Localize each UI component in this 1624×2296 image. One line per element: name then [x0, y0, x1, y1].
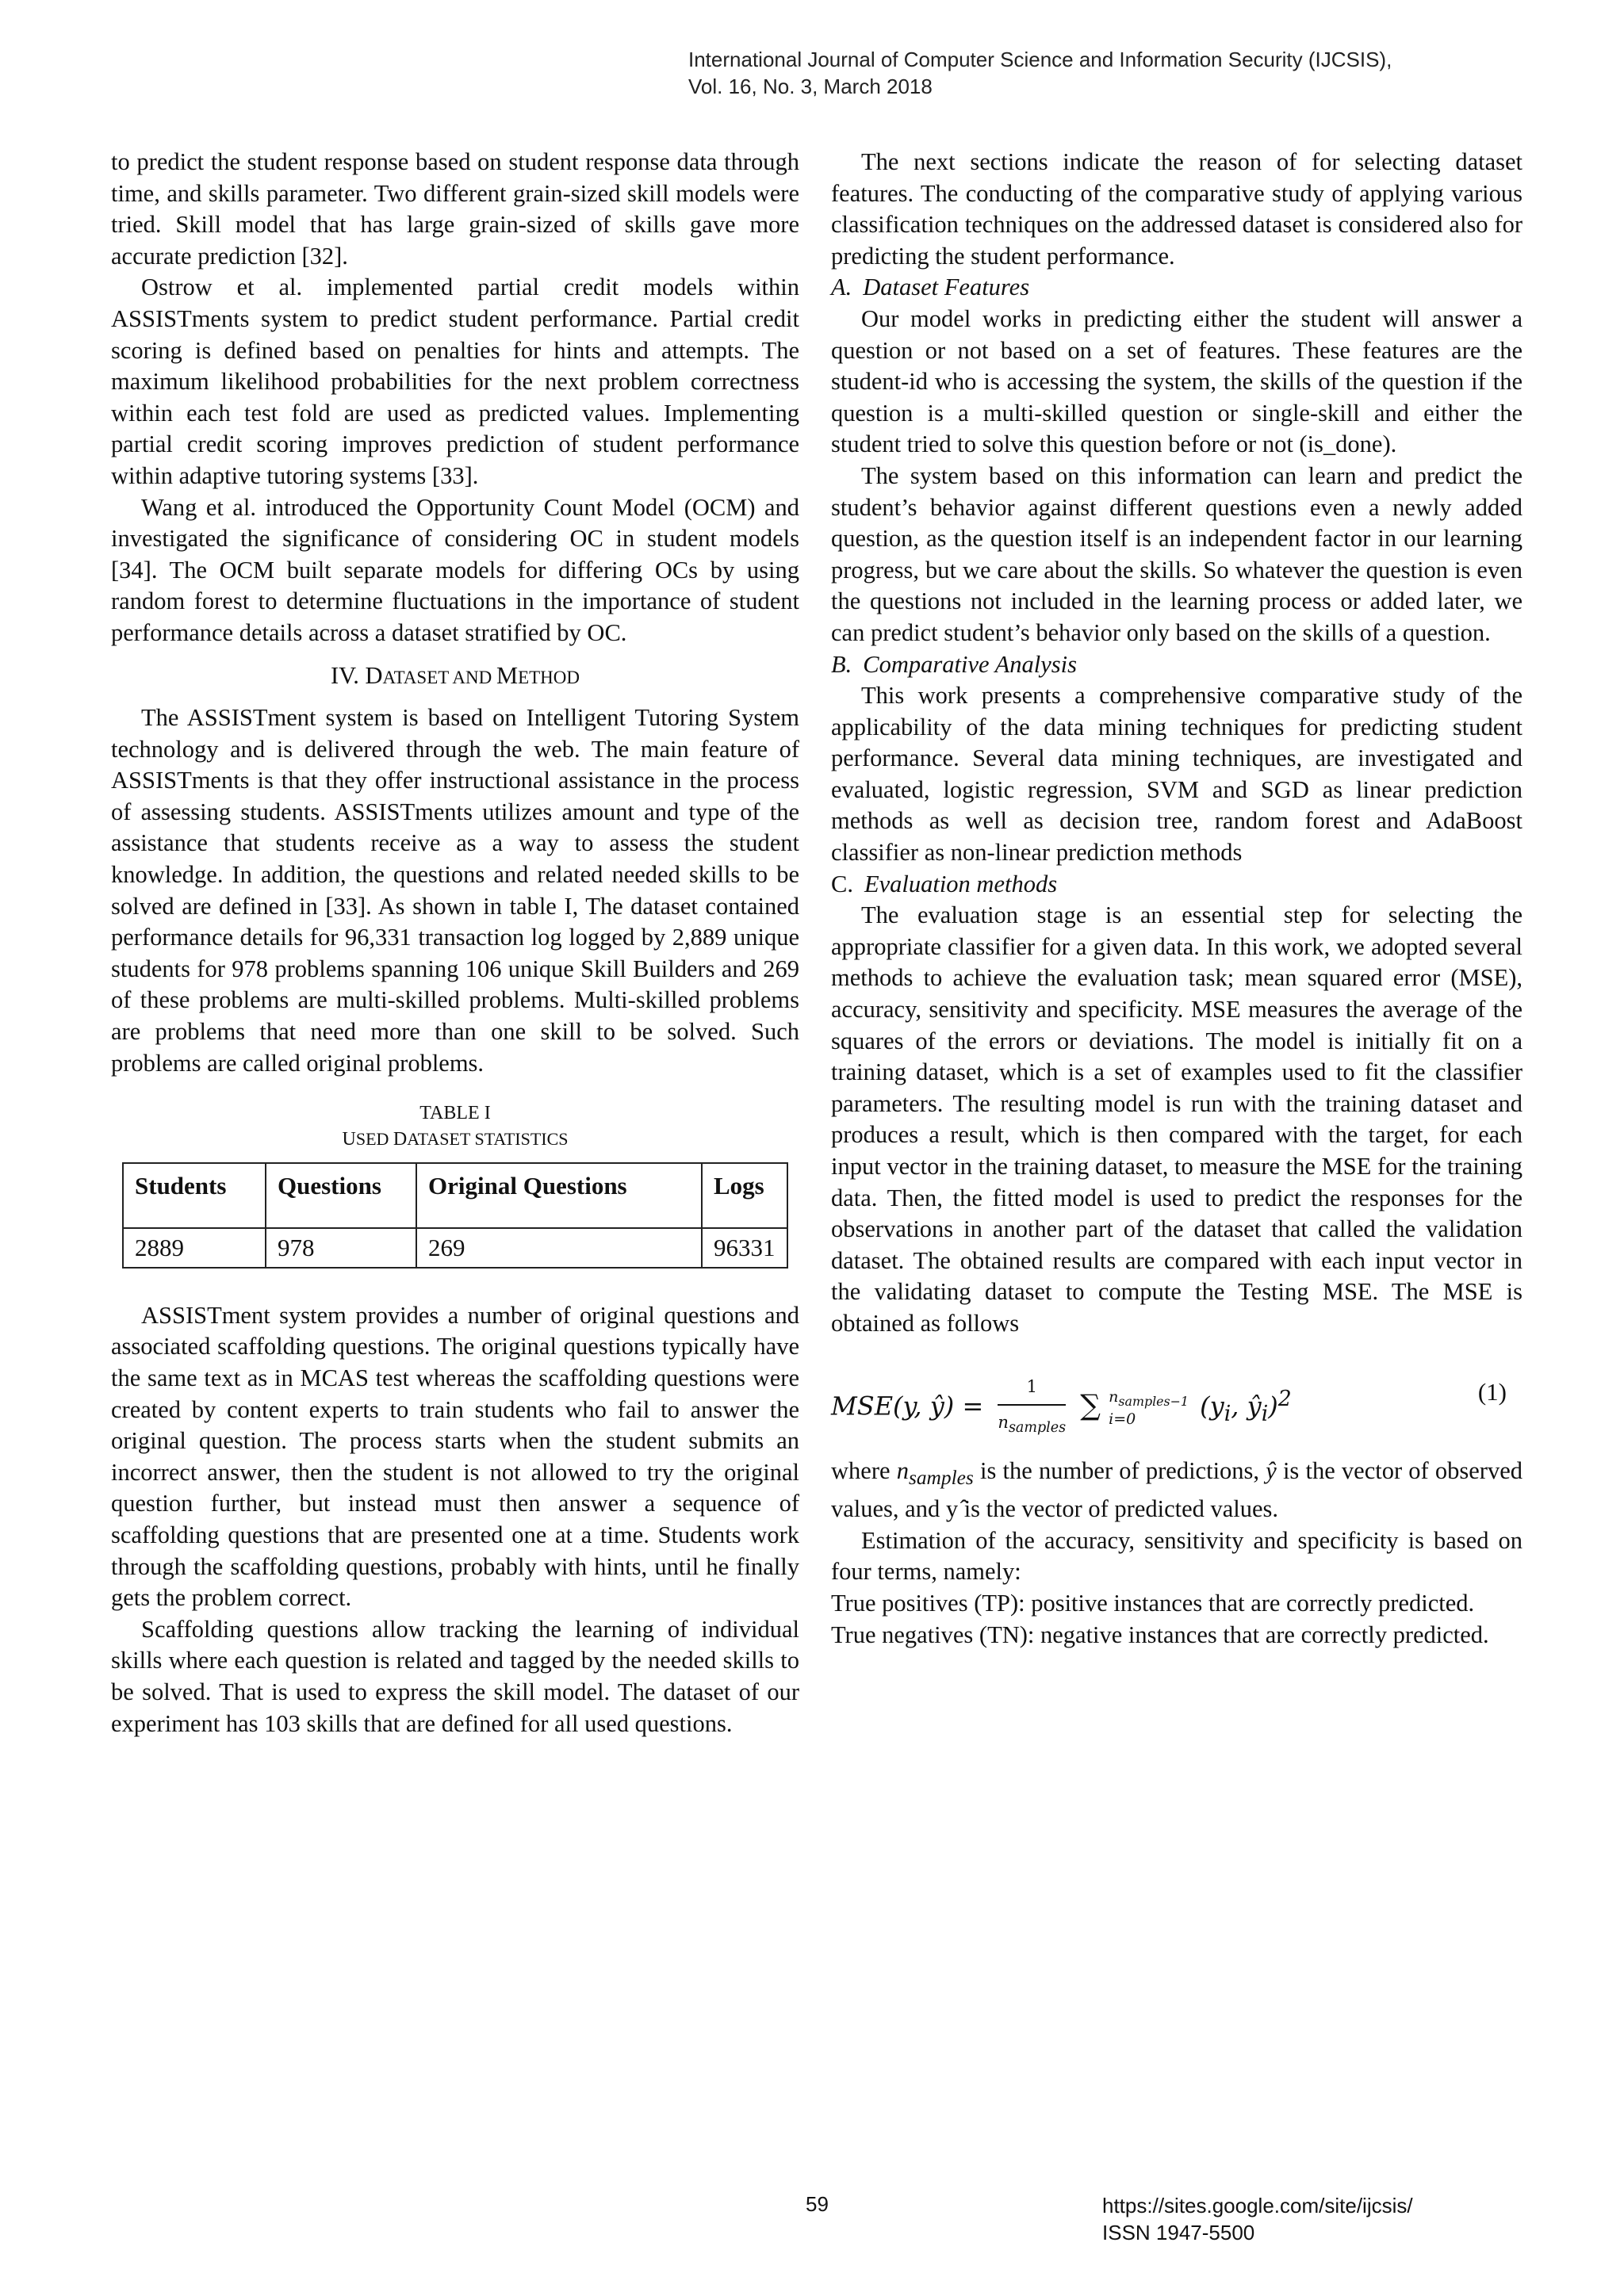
- table-caption: [111, 1101, 799, 1151]
- fraction-numerator: 1: [998, 1372, 1066, 1406]
- left-column: [111, 147, 799, 1739]
- table-header-cell: Students: [123, 1163, 266, 1228]
- summation-limits: [1109, 1388, 1189, 1428]
- table-label: TABLE I: [419, 1103, 491, 1124]
- table-cell: 96331: [702, 1228, 787, 1268]
- subsection-title: Dataset Features: [863, 274, 1030, 301]
- table-title-part: D: [393, 1129, 408, 1150]
- journal-header: [688, 46, 1481, 100]
- table-title-part: U: [342, 1129, 356, 1150]
- subsection-label: C.: [831, 870, 853, 897]
- subsection-heading-c: [831, 869, 1522, 901]
- text-run: where: [831, 1456, 897, 1484]
- table-title: [111, 1125, 799, 1151]
- text-run: is the vector of observed values, and y ̂is the vector of predicted values.: [831, 1456, 1522, 1523]
- table-row: [123, 1228, 787, 1268]
- paragraph: Scaffolding questions allow tracking the learning of individual skills where each question is related and tagged by the needed skills to be solved. That is used to express the skill model. The dataset of our experiment has 103 skills that are defined for all used questions.: [111, 1615, 799, 1737]
- equation-term: (y: [1200, 1391, 1224, 1422]
- paragraph: Wang et al. introduced the Opportunity Count Model (OCM) and investigated the significance of considering OC in student models [34]. The OCM built separate models for differing OCs by using random forest to determine fluctuations in the importance of student performance details across a dataset stratified by OC.: [111, 493, 799, 646]
- equation-lhs: MSE(y, ŷ) =: [831, 1391, 984, 1422]
- paragraph: True negatives (TN): negative instances that are correctly predicted.: [831, 1621, 1489, 1648]
- equation-number: (1): [1477, 1377, 1507, 1406]
- equation-sub: i: [1261, 1401, 1269, 1426]
- equation-term: , ŷ: [1231, 1391, 1262, 1422]
- equation-body: [831, 1372, 1292, 1445]
- dataset-statistics-table: [122, 1162, 788, 1269]
- journal-url: https://sites.google.com/site/ijcsis/: [1102, 2194, 1413, 2218]
- journal-header-line2: Vol. 16, No. 3, March 2018: [688, 75, 933, 98]
- table-header-cell: Logs: [702, 1163, 787, 1228]
- section-title-part: M: [496, 661, 519, 689]
- equation-sub: i: [1224, 1401, 1231, 1426]
- paragraph: The next sections indicate the reason of for selecting dataset features. The conducting of the comparative study of applying various classification techniques on the addressed dataset is considered also for predicting the student performance.: [831, 148, 1522, 270]
- page-number: 59: [806, 2192, 829, 2216]
- paragraph: Our model works in predicting either the student will answer a question or not based on a set of features. These features are the student-id who is accessing the system, the skills of the question if the question is a multi-skilled question or single-skill and either the student tried to solve this question before or not (is_done).: [831, 304, 1522, 458]
- table-title-part: SED: [355, 1129, 393, 1150]
- paragraph: The ASSISTment system is based on Intelligent Tutoring System technology and is delivered through the web. The main feature of ASSISTments is that they offer instructional assistance in the process of assessing students. ASSISTments utilizes amount and type of the assistance that students receive as a way to assess the student knowledge. In addition, the questions and related needed skills to be solved are defined in [33]. As shown in table I, The dataset contained performance details for 96,331 transaction log logged by 2,889 unique students for 978 problems spanning 106 unique Skill Builders and 269 of these problems are multi-skilled problems. Multi-skilled problems are problems that need more than one skill to be solved. Such problems are called original problems.: [111, 704, 799, 1077]
- denominator-sub: samples: [1008, 1420, 1067, 1437]
- subsection-title: Comparative Analysis: [863, 650, 1077, 678]
- section-heading: [111, 660, 799, 694]
- sum-lower: i=0: [1109, 1410, 1136, 1428]
- summation-symbol: ∑: [1080, 1389, 1101, 1422]
- math-sub: samples: [908, 1466, 974, 1489]
- fraction-denominator: [998, 1406, 1066, 1445]
- paragraph: This work presents a comprehensive comparative study of the applicability of the data mining techniques for predicting student performance. Several data mining techniques, are investigated and evaluated, logistic regression, SVM and SGD as linear prediction methods as well as decision tree, random forest and AdaBoost classifier as non-linear prediction methods: [831, 682, 1522, 867]
- paragraph: True positives (TP): positive instances that are correctly predicted.: [831, 1590, 1475, 1617]
- table-header-row: [123, 1163, 787, 1228]
- section-title-part: ATASET AND: [382, 667, 496, 687]
- section-number: IV.: [330, 661, 359, 689]
- journal-header-line1: International Journal of Computer Science and Information Security (IJCSIS),: [688, 48, 1392, 71]
- subsection-label: B.: [831, 650, 852, 678]
- text-run: is the number of predictions,: [973, 1456, 1266, 1484]
- paragraph: ASSISTment system provides a number of original questions and associated scaffolding questions. The original questions typically have the same text as in MCAS test whereas the scaffolding questions were created by content experts to train students who fail to answer the original question. The process starts when the student submits an incorrect answer, then the student is not allowed to try the original question further, but instead must then answer a sequence of scaffolding questions that are presented one at a time. Students work through the scaffolding questions, probably with hints, until he finally gets the problem correct.: [111, 1301, 799, 1612]
- paragraph: to predict the student response based on student response data through time, and skills parameter. Two different grain-sized skill models were tried. Skill model that has large grain-sized of skills gave more accurate prediction [32].: [111, 148, 799, 270]
- journal-footer: [1102, 2192, 1413, 2246]
- sum-upper: n: [1109, 1387, 1119, 1406]
- equation-sup: 2: [1277, 1386, 1292, 1411]
- equation-term: ): [1268, 1391, 1278, 1422]
- table-header-cell: Original Questions: [416, 1163, 702, 1228]
- subsection-label: A.: [831, 274, 852, 301]
- subsection-heading-a: [831, 272, 1522, 304]
- paragraph: Estimation of the accuracy, sensitivity and specificity is based on four terms, namely:: [831, 1526, 1522, 1586]
- table-cell: 2889: [123, 1228, 266, 1268]
- math-var: n: [896, 1456, 909, 1484]
- table-cell: 269: [416, 1228, 702, 1268]
- paragraph: Ostrow et al. implemented partial credit models within ASSISTments system to predict student performance. Partial credit scoring is defined based on penalties for hints and attempts. The maximum likelihood probabilities for the next problem correctness within each test fold are used as predicted values. Implementing partial credit scoring improves prediction of student performance within adaptive tutoring systems [33].: [111, 274, 799, 489]
- mse-equation: [831, 1360, 1522, 1448]
- table-cell: 978: [266, 1228, 416, 1268]
- paragraph: The evaluation stage is an essential step for selecting the appropriate classifier for a given data. In this work, we adopted several methods to achieve the evaluation task; mean squared error (MSE), accuracy, sensitivity and specificity. MSE measures the average of the squares of the errors or deviations. The model is initially fit on a training dataset, which is a set of examples used to fit the classifier parameters. The resulting model is run with the training dataset and produces a result, which is then compared with the target, for each input vector in the training dataset, to measure the MSE for the training data. Then, the fitted model is used to predict the responses for the observations in another part of the dataset that called the validation dataset. The obtained results are compared with each input vector in the validating dataset to compute the Testing MSE. The MSE is obtained as follows: [831, 901, 1522, 1337]
- subsection-heading-b: [831, 649, 1522, 681]
- sum-upper-sub: samples−1: [1118, 1393, 1189, 1409]
- denominator-var: n: [998, 1413, 1009, 1433]
- journal-issn: ISSN 1947-5500: [1102, 2221, 1255, 2244]
- subsection-title: Evaluation methods: [864, 870, 1058, 897]
- right-column: [831, 147, 1522, 1651]
- table-header-cell: Questions: [266, 1163, 416, 1228]
- section-title-part: ETHOD: [518, 667, 580, 687]
- equation-fraction: [998, 1372, 1066, 1445]
- paragraph: The system based on this information can learn and predict the student’s behavior against different questions even a newly added question, as the question itself is an independent factor in our learning progress, but we care about the skills. So whatever the question is even the questions not included in the learning process or added later, we can predict student’s behavior only based on the skills of a question.: [831, 461, 1522, 646]
- section-title-part: D: [365, 661, 383, 689]
- paragraph: [831, 1456, 1522, 1525]
- table-title-part: ATASET STATISTICS: [407, 1129, 569, 1150]
- math-var: ŷ: [1266, 1456, 1277, 1484]
